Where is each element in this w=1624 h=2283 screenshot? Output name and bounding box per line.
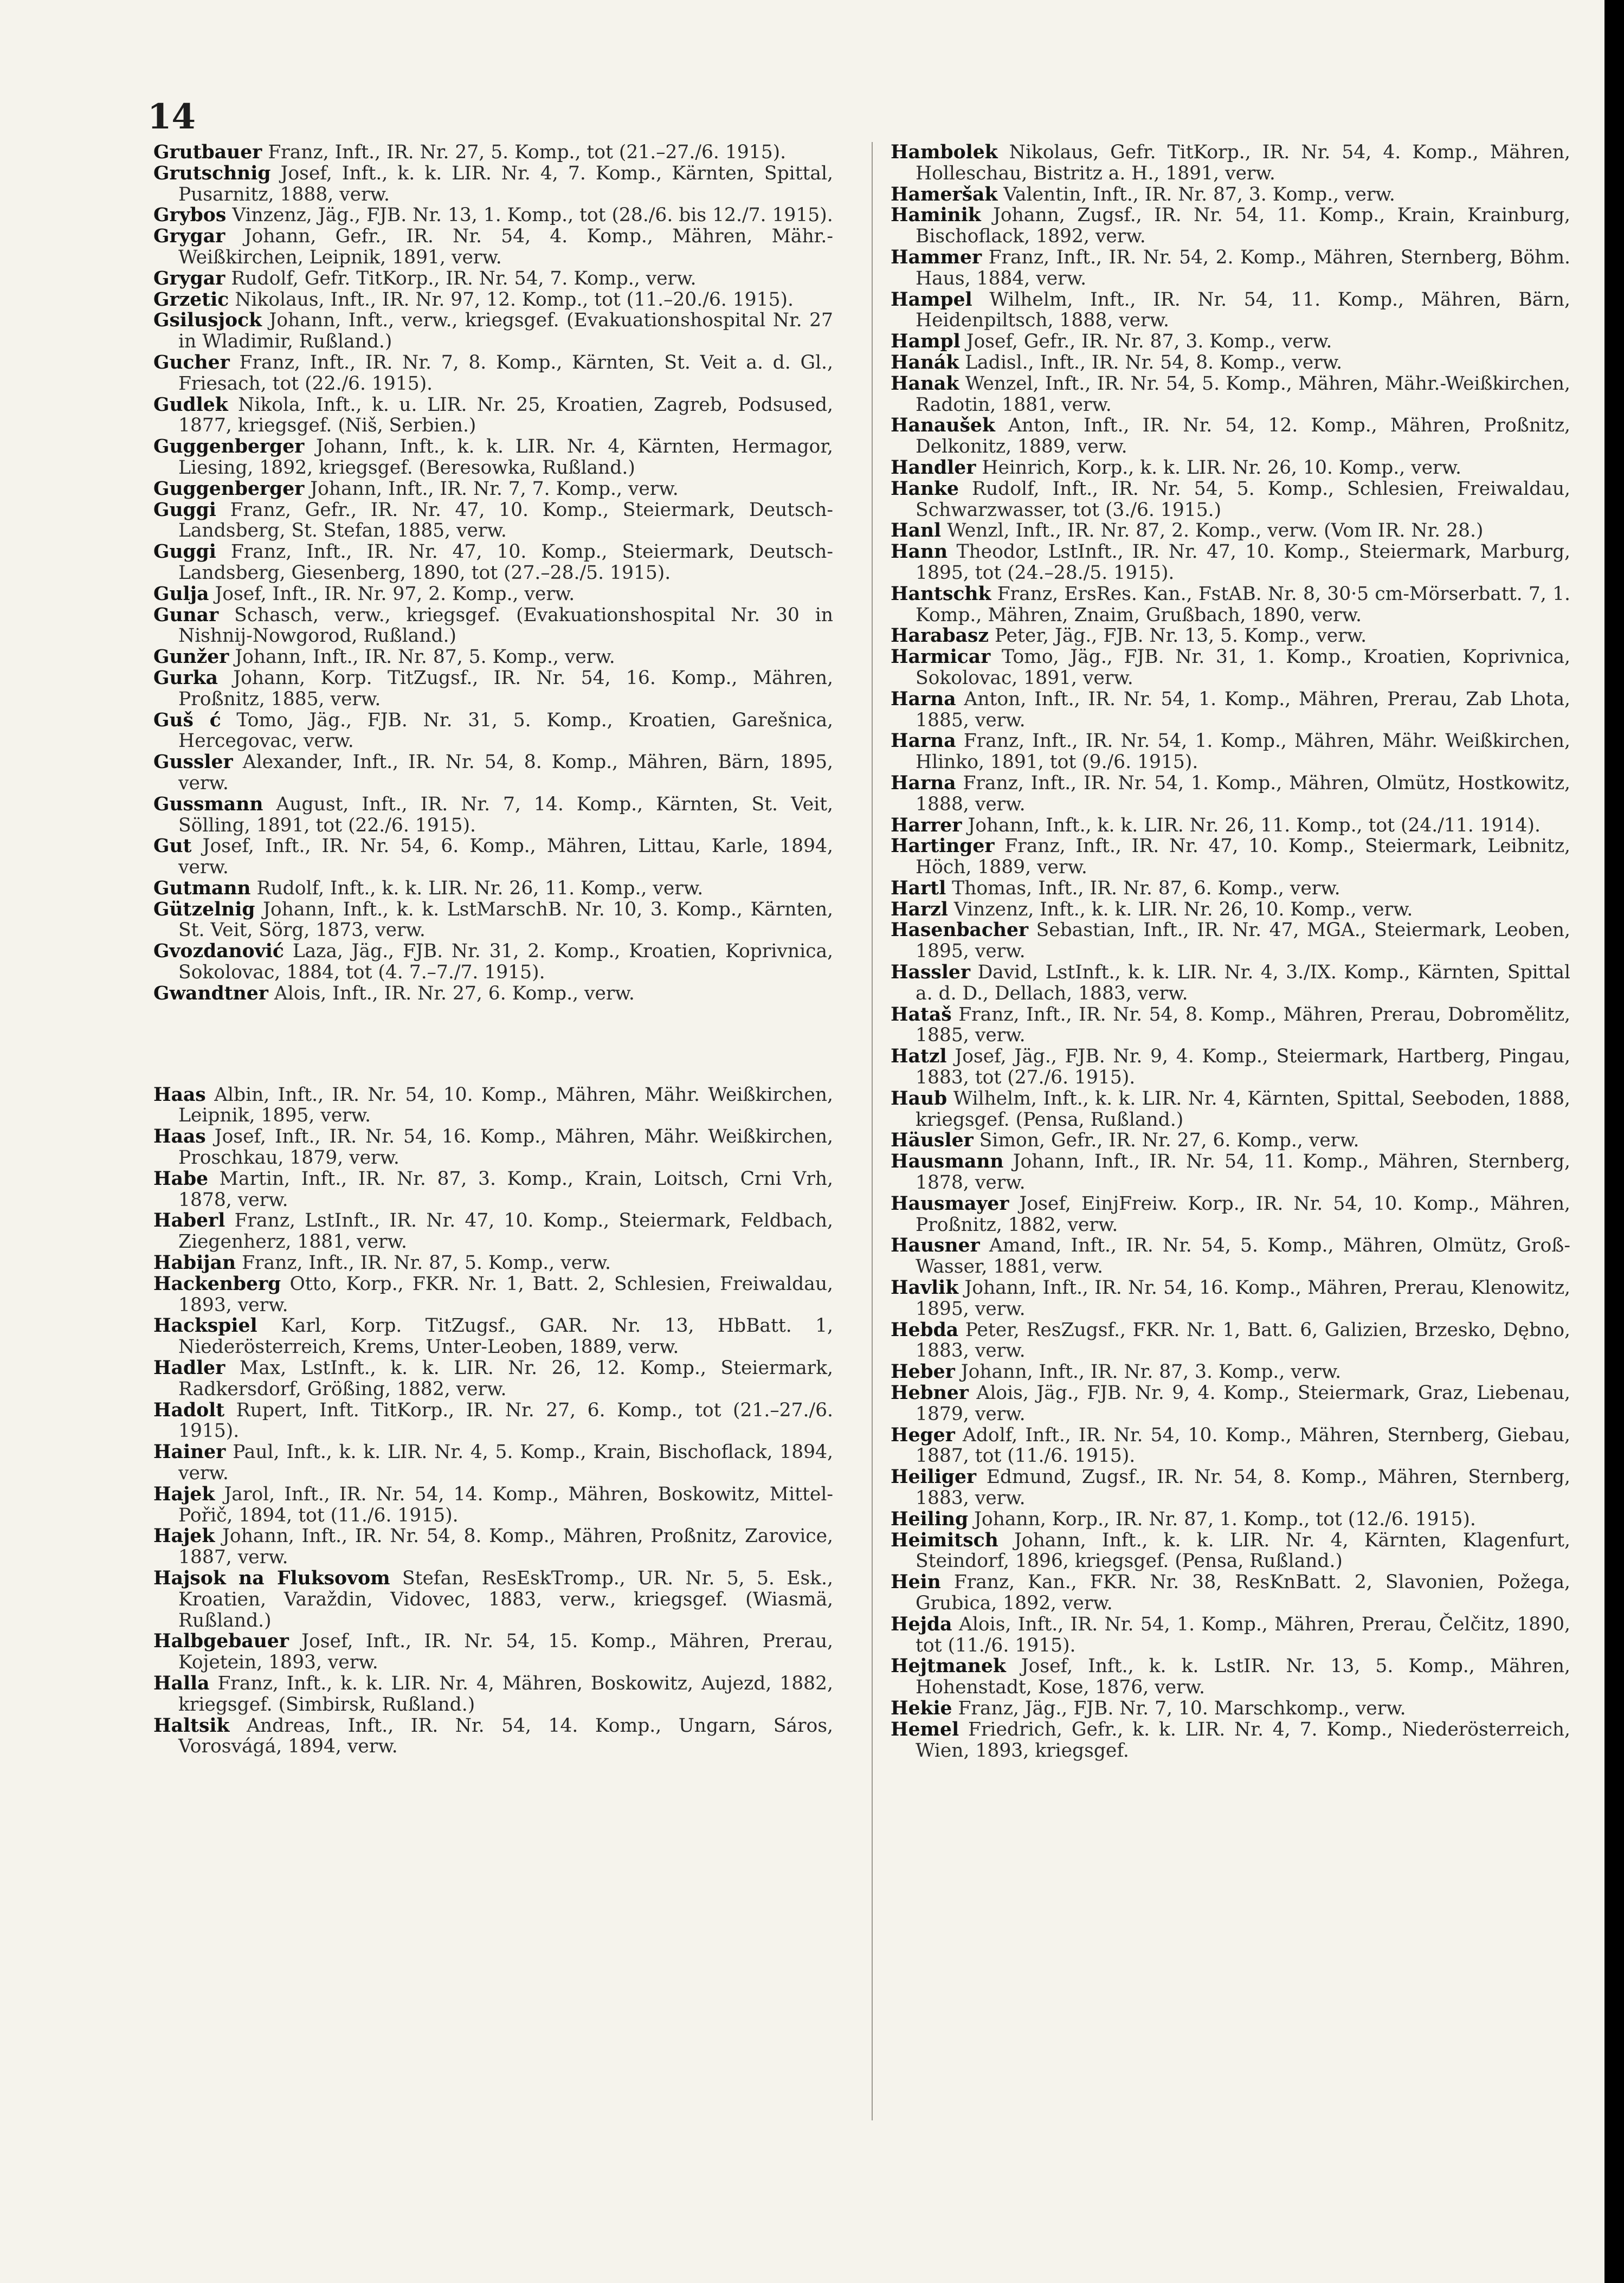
casualty-entry xyxy=(891,815,1570,836)
entry-surname: Gudlek xyxy=(153,394,228,416)
entry-details: Franz, Jäg., FJB. Nr. 7, 10. Marschkomp., verw. xyxy=(958,1697,1406,1719)
entry-surname: Gsilusjock xyxy=(153,309,262,332)
casualty-entry xyxy=(891,1383,1570,1425)
casualty-entry xyxy=(891,1362,1570,1383)
entry-surname: Guggenberger xyxy=(153,436,305,458)
casualty-entry xyxy=(891,836,1570,878)
casualty-entry xyxy=(891,1425,1570,1467)
entry-surname: Hajek xyxy=(153,1483,215,1505)
entry-surname: Habijan xyxy=(153,1252,236,1274)
entry-surname: Harna xyxy=(891,730,956,752)
casualty-entry xyxy=(153,541,833,584)
casualty-entry xyxy=(891,689,1570,731)
entry-details: Franz, ErsRes. Kan., FstAB. Nr. 8, 30·5 cm-Mörserbatt. 7, 1. Komp., Mähren, Znaim, Grußbach, 1890, verw. xyxy=(916,583,1571,626)
entry-details: Anton, Inft., IR. Nr. 54, 12. Komp., Mähren, Proßnitz, Delkonitz, 1889, verw. xyxy=(916,415,1570,458)
casualty-entry xyxy=(153,710,833,752)
entry-details: Alois, Jäg., FJB. Nr. 9, 4. Komp., Steiermark, Graz, Liebenau, 1879, verw. xyxy=(916,1382,1571,1425)
entry-details: Josef, EinjFreiw. Korp., IR. Nr. 54, 10. Komp., Mähren, Proßnitz, 1882, verw. xyxy=(916,1192,1571,1236)
entry-details: Alois, Inft., IR. Nr. 54, 1. Komp., Mähren, Prerau, Čelčitz, 1890, tot (11./6. 1915). xyxy=(916,1613,1571,1656)
entry-surname: Hainer xyxy=(153,1441,226,1463)
entry-surname: Hantschk xyxy=(891,583,991,605)
entry-details: Josef, Inft., IR. Nr. 54, 6. Komp., Mähren, Littau, Karle, 1894, verw. xyxy=(178,835,833,879)
entry-details: David, LstInft., k. k. LIR. Nr. 4, 3./IX. Komp., Kärnten, Spittal a. d. D., Dellach, 1883, verw. xyxy=(916,962,1570,1004)
casualty-entry xyxy=(891,878,1570,899)
casualty-entry xyxy=(891,1278,1570,1320)
casualty-entry xyxy=(153,1253,833,1274)
entry-surname: Hanaušek xyxy=(891,415,995,437)
casualty-entry xyxy=(153,836,833,878)
entry-details: Franz, Inft., IR. Nr. 47, 10. Komp., Steiermark, Deutsch-Landsberg, Giesenberg, 1890, tot (27.–28./5. 1915). xyxy=(178,541,833,584)
entry-details: Johann, Korp. TitZugsf., IR. Nr. 54, 16. Komp., Mähren, Proßnitz, 1885, verw. xyxy=(178,667,833,710)
casualty-entry xyxy=(891,1719,1570,1762)
entry-details: Alexander, Inft., IR. Nr. 54, 8. Komp., Mähren, Bärn, 1895, verw. xyxy=(178,751,833,794)
entry-details: Franz, Inft., k. k. LIR. Nr. 4, Mähren, Boskowitz, Aujezd, 1882, kriegsgef. (Simbirsk, Rußland.) xyxy=(178,1672,834,1716)
column-divider xyxy=(872,142,873,2120)
casualty-entry xyxy=(153,752,833,794)
entry-surname: Haub xyxy=(891,1087,948,1110)
entry-surname: Havlik xyxy=(891,1277,959,1299)
entry-details: Nikolaus, Gefr. TitKorp., IR. Nr. 54, 4. Komp., Mähren, Holleschau, Bistritz a. H., 1891, verw. xyxy=(916,141,1570,184)
casualty-entry xyxy=(891,1088,1570,1131)
entry-surname: Harna xyxy=(891,688,956,710)
entry-surname: Guggenberger xyxy=(153,478,305,500)
entry-details: Josef, Inft., k. k. LIR. Nr. 4, 7. Komp., Kärnten, Spittal, Pusarnitz, 1888, verw. xyxy=(178,162,833,205)
entry-surname: Hameršak xyxy=(891,183,998,205)
entry-details: Johann, Inft., verw., kriegsgef. (Evakuationshospital Nr. 27 in Wladimir, Rußland.) xyxy=(178,309,834,353)
casualty-entry xyxy=(891,1509,1570,1530)
entry-details: Rupert, Inft. TitKorp., IR. Nr. 27, 6. Komp., tot (21.–27./6. 1915). xyxy=(178,1399,833,1442)
entry-details: Andreas, Inft., IR. Nr. 54, 14. Komp., Ungarn, Sáros, Vorosvágá, 1894, verw. xyxy=(178,1714,833,1758)
casualty-entry xyxy=(153,1484,833,1526)
entry-surname: Gvozdanović xyxy=(153,940,284,963)
casualty-entry xyxy=(891,1614,1570,1656)
entry-surname: Harmicar xyxy=(891,646,991,668)
casualty-entry xyxy=(153,668,833,710)
entry-surname: Harabasz xyxy=(891,625,989,647)
casualty-entry xyxy=(153,289,833,311)
entry-surname: Hann xyxy=(891,541,948,563)
casualty-entry xyxy=(891,373,1570,416)
entry-surname: Hejtmanek xyxy=(891,1655,1006,1678)
entry-surname: Gussmann xyxy=(153,793,263,815)
entry-surname: Hatzl xyxy=(891,1046,947,1068)
casualty-entry xyxy=(891,584,1570,626)
casualty-entry xyxy=(153,1631,833,1673)
entry-details: Rudolf, Gefr. TitKorp., IR. Nr. 54, 7. Komp., verw. xyxy=(231,267,697,289)
casualty-entry xyxy=(153,878,833,899)
entry-surname: Hekie xyxy=(891,1697,952,1719)
entry-details: Franz, Inft., IR. Nr. 7, 8. Komp., Kärnten, St. Veit a. d. Gl., Friesach, tot (22./6. 1915). xyxy=(178,351,833,395)
entry-surname: Hejda xyxy=(891,1613,952,1635)
entry-details: Franz, Inft., IR. Nr. 87, 5. Komp., verw. xyxy=(242,1252,611,1274)
entry-surname: Hanák xyxy=(891,351,959,373)
casualty-entry xyxy=(153,941,833,983)
entry-details: Josef, Inft., k. k. LstIR. Nr. 13, 5. Komp., Mähren, Hohenstadt, Kose, 1876, verw. xyxy=(916,1655,1570,1699)
entry-surname: Habe xyxy=(153,1168,209,1190)
entry-surname: Heiling xyxy=(891,1508,969,1530)
casualty-entry xyxy=(891,541,1570,584)
casualty-entry xyxy=(891,1194,1570,1236)
entry-details: Rudolf, Inft., IR. Nr. 54, 5. Komp., Schlesien, Freiwaldau, Schwarzwasser, tot (3./6. 1915.) xyxy=(916,478,1571,521)
entry-surname: Gut xyxy=(153,835,192,857)
casualty-entry xyxy=(891,184,1570,205)
entry-surname: Gunar xyxy=(153,604,219,626)
casualty-entry xyxy=(153,1673,833,1716)
casualty-entry xyxy=(153,1169,833,1211)
casualty-entry xyxy=(153,479,833,500)
entry-details: Johann, Inft., IR. Nr. 87, 3. Komp., verw. xyxy=(961,1361,1342,1383)
casualty-entry xyxy=(891,1572,1570,1614)
entry-details: Alois, Inft., IR. Nr. 27, 6. Komp., verw. xyxy=(274,982,635,1004)
entry-details: Stefan, ResEskTromp., UR. Nr. 5, 5. Esk., Kroatien, Varaždin, Vidovec, 1883, verw., kriegsgef. (Wiasmä, Rußland.) xyxy=(178,1568,833,1631)
casualty-entry xyxy=(153,1210,833,1253)
entry-details: Franz, Gefr., IR. Nr. 47, 10. Komp., Steiermark, Deutsch-Landsberg, St. Stefan, 1885, verw. xyxy=(178,499,833,542)
casualty-entry xyxy=(891,920,1570,962)
entry-surname: Heimitsch xyxy=(891,1529,998,1551)
entry-surname: Hataš xyxy=(891,1003,952,1026)
entry-details: Johann, Inft., IR. Nr. 54, 8. Komp., Mähren, Proßnitz, Zarovice, 1887, verw. xyxy=(178,1525,833,1569)
entry-details: August, Inft., IR. Nr. 7, 14. Komp., Kärnten, St. Veit, Sölling, 1891, tot (22./6. 1915). xyxy=(178,793,833,836)
entry-details: Franz, Inft., IR. Nr. 47, 10. Komp., Steiermark, Leibnitz, Höch, 1889, verw. xyxy=(916,835,1570,879)
casualty-entry xyxy=(153,1085,833,1127)
entry-details: Johann, Inft., k. k. LstMarschB. Nr. 10, 3. Komp., Kärnten, St. Veit, Sörg, 1873, verw. xyxy=(178,898,834,941)
entry-details: Josef, Jäg., FJB. Nr. 9, 4. Komp., Steiermark, Hartberg, Pingau, 1883, tot (27./6. 1915). xyxy=(916,1046,1570,1089)
casualty-entry xyxy=(891,647,1570,689)
casualty-entry xyxy=(891,1320,1570,1362)
entry-details: Franz, Inft., IR. Nr. 54, 1. Komp., Mähren, Olmütz, Hostkowitz, 1888, verw. xyxy=(916,772,1570,815)
entry-surname: Grutbauer xyxy=(153,141,262,163)
entry-surname: Grygar xyxy=(153,225,225,248)
entry-surname: Haas xyxy=(153,1084,206,1106)
entry-surname: Guš ć xyxy=(153,709,221,731)
entry-details: Franz, LstInft., IR. Nr. 47, 10. Komp., Steiermark, Feldbach, Ziegenherz, 1881, verw. xyxy=(178,1210,833,1253)
casualty-entry xyxy=(153,310,833,352)
left-column xyxy=(153,142,833,1757)
entry-surname: Gucher xyxy=(153,351,230,373)
section-gap xyxy=(153,1004,833,1085)
casualty-entry xyxy=(153,1126,833,1169)
entry-surname: Heiliger xyxy=(891,1466,977,1488)
entry-details: Franz, Inft., IR. Nr. 54, 8. Komp., Mähren, Prerau, Dobromělitz, 1885, verw. xyxy=(916,1003,1570,1047)
entry-surname: Heger xyxy=(891,1424,955,1446)
entry-details: Rudolf, Inft., k. k. LIR. Nr. 26, 11. Komp., verw. xyxy=(256,877,704,899)
page-number: 14 xyxy=(147,96,196,137)
casualty-entry xyxy=(891,415,1570,457)
entry-details: Ladisl., Inft., IR. Nr. 54, 8. Komp., verw. xyxy=(965,351,1343,373)
entry-details: Vinzenz, Jäg., FJB. Nr. 13, 1. Komp., tot (28./6. bis 12./7. 1915). xyxy=(232,204,833,227)
entry-surname: Gunžer xyxy=(153,646,229,668)
entry-surname: Harzl xyxy=(891,898,948,920)
entry-surname: Heber xyxy=(891,1361,955,1383)
entry-surname: Haltsik xyxy=(153,1714,230,1737)
entry-details: Wenzl, Inft., IR. Nr. 87, 2. Komp., verw. (Vom IR. Nr. 28.) xyxy=(947,520,1484,542)
entry-details: Johann, Zugsf., IR. Nr. 54, 11. Komp., Krain, Krainburg, Bischoflack, 1892, verw. xyxy=(916,204,1571,248)
entry-surname: Haas xyxy=(153,1126,206,1148)
casualty-entry xyxy=(153,983,833,1004)
casualty-entry xyxy=(153,605,833,647)
entry-details: Josef, Gefr., IR. Nr. 87, 3. Komp., verw. xyxy=(966,331,1332,353)
casualty-entry xyxy=(153,1358,833,1400)
entry-details: Laza, Jäg., FJB. Nr. 31, 2. Komp., Kroatien, Koprivnica, Sokolovac, 1884, tot (4. 7.–7./7. 1915). xyxy=(178,940,833,984)
casualty-entry xyxy=(891,773,1570,815)
entry-surname: Guggi xyxy=(153,541,216,563)
entry-surname: Gwandtner xyxy=(153,982,268,1004)
entry-details: Tomo, Jäg., FJB. Nr. 31, 5. Komp., Kroatien, Garešnica, Hercegovac, verw. xyxy=(178,709,833,752)
entry-surname: Hartl xyxy=(891,877,946,899)
entry-details: Wilhelm, Inft., k. k. LIR. Nr. 4, Kärnten, Spittal, Seeboden, 1888, kriegsgef. (Pensa, Rußland.) xyxy=(916,1087,1570,1131)
entry-details: Nikola, Inft., k. u. LIR. Nr. 25, Kroatien, Zagreb, Podsused, 1877, kriegsgef. (Niš, Serbien.) xyxy=(178,394,833,437)
entry-surname: Hadler xyxy=(153,1357,225,1379)
entry-details: Josef, Inft., IR. Nr. 54, 16. Komp., Mähren, Mähr. Weißkirchen, Proschkau, 1879, verw. xyxy=(178,1126,834,1169)
entry-details: Jarol, Inft., IR. Nr. 54, 14. Komp., Mähren, Boskowitz, Mittel-Pořič, 1894, tot (11./6. 1915). xyxy=(178,1483,834,1526)
entry-surname: Hausmayer xyxy=(891,1192,1009,1215)
casualty-entry xyxy=(891,1004,1570,1047)
entry-surname: Hasenbacher xyxy=(891,919,1029,941)
casualty-entry xyxy=(153,584,833,605)
entry-surname: Guggi xyxy=(153,499,216,521)
casualty-entry xyxy=(153,436,833,479)
entry-details: Theodor, LstInft., IR. Nr. 47, 10. Komp., Steiermark, Marburg, 1895, tot (24.–28./5. 1915). xyxy=(916,541,1570,584)
casualty-entry xyxy=(153,268,833,289)
entry-surname: Hanak xyxy=(891,372,959,395)
casualty-entry xyxy=(891,520,1570,541)
entry-surname: Grybos xyxy=(153,204,227,227)
entry-surname: Halbgebauer xyxy=(153,1630,289,1653)
entry-surname: Hampl xyxy=(891,331,961,353)
entry-surname: Hartinger xyxy=(891,835,995,857)
entry-surname: Handler xyxy=(891,456,976,479)
casualty-entry xyxy=(153,142,833,163)
casualty-entry xyxy=(891,289,1570,332)
entry-details: Johann, Korp., IR. Nr. 87, 1. Komp., tot (12./6. 1915). xyxy=(974,1508,1476,1530)
casualty-entry xyxy=(153,163,833,205)
casualty-entry xyxy=(891,1698,1570,1719)
casualty-entry xyxy=(891,625,1570,647)
casualty-entry xyxy=(891,1046,1570,1088)
entry-details: Franz, Kan., FKR. Nr. 38, ResKnBatt. 2, Slavonien, Požega, Grubica, 1892, verw. xyxy=(916,1571,1570,1614)
entry-surname: Hemel xyxy=(891,1718,959,1740)
casualty-entry xyxy=(153,794,833,836)
casualty-entry xyxy=(891,331,1570,352)
casualty-entry xyxy=(153,1716,833,1758)
entry-details: Thomas, Inft., IR. Nr. 87, 6. Komp., verw. xyxy=(952,877,1341,899)
entry-details: Johann, Inft., k. k. LIR. Nr. 4, Kärnten, Hermagor, Liesing, 1892, kriegsgef. (Beresowka, Rußland.) xyxy=(178,436,833,479)
entry-surname: Gurka xyxy=(153,667,218,689)
entry-details: Johann, Gefr., IR. Nr. 54, 4. Komp., Mähren, Mähr.-Weißkirchen, Leipnik, 1891, verw. xyxy=(178,225,834,268)
casualty-entry xyxy=(153,1526,833,1568)
entry-details: Josef, Inft., IR. Nr. 54, 15. Komp., Mähren, Prerau, Kojetein, 1893, verw. xyxy=(178,1630,834,1674)
casualty-entry xyxy=(891,1467,1570,1509)
entry-surname: Hassler xyxy=(891,962,971,984)
right-column xyxy=(891,142,1570,1761)
entry-surname: Hackspiel xyxy=(153,1315,257,1337)
entry-details: Josef, Inft., IR. Nr. 97, 2. Komp., verw. xyxy=(215,583,575,605)
entry-details: Franz, Inft., IR. Nr. 54, 1. Komp., Mähren, Mähr. Weißkirchen, Hlinko, 1891, tot (9./6. 1915). xyxy=(916,730,1570,773)
casualty-entry xyxy=(891,479,1570,521)
entry-details: Johann, Inft., k. k. LIR. Nr. 4, Kärnten, Klagenfurt, Steindorf, 1896, kriegsgef. (Pensa, Rußland.) xyxy=(916,1529,1571,1572)
entry-surname: Hausmann xyxy=(891,1151,1004,1173)
casualty-entry xyxy=(153,899,833,941)
entry-surname: Hanke xyxy=(891,478,959,500)
casualty-entry xyxy=(153,205,833,226)
entry-surname: Grygar xyxy=(153,267,225,289)
casualty-entry xyxy=(891,1235,1570,1278)
entry-surname: Gutmann xyxy=(153,877,251,899)
entry-details: Franz, Inft., IR. Nr. 54, 2. Komp., Mähren, Sternberg, Böhm. Haus, 1884, verw. xyxy=(916,246,1570,289)
casualty-entry xyxy=(891,205,1570,247)
entry-surname: Hebner xyxy=(891,1382,969,1404)
entry-details: Wenzel, Inft., IR. Nr. 54, 5. Komp., Mähren, Mähr.-Weißkirchen, Radotin, 1881, verw. xyxy=(916,372,1570,416)
entry-surname: Gützelnig xyxy=(153,898,255,920)
casualty-entry xyxy=(891,1530,1570,1572)
entry-details: Vinzenz, Inft., k. k. LIR. Nr. 26, 10. Komp., verw. xyxy=(953,898,1413,920)
casualty-entry xyxy=(153,1315,833,1358)
entry-details: Johann, Inft., IR. Nr. 54, 11. Komp., Mähren, Sternberg, 1878, verw. xyxy=(916,1151,1570,1194)
entry-details: Simon, Gefr., IR. Nr. 27, 6. Komp., verw. xyxy=(979,1130,1359,1152)
casualty-entry xyxy=(891,1130,1570,1151)
entry-details: Nikolaus, Inft., IR. Nr. 97, 12. Komp., tot (11.–20./6. 1915). xyxy=(235,288,794,311)
entry-surname: Hadolt xyxy=(153,1399,225,1421)
entry-surname: Hampel xyxy=(891,288,972,311)
casualty-entry xyxy=(891,1151,1570,1194)
entry-surname: Harrer xyxy=(891,814,962,836)
entry-details: Johann, Inft., k. k. LIR. Nr. 26, 11. Komp., tot (24./11. 1914). xyxy=(968,814,1541,836)
entry-surname: Hambolek xyxy=(891,141,998,163)
entry-surname: Haminik xyxy=(891,204,981,227)
casualty-entry xyxy=(891,731,1570,773)
casualty-entry xyxy=(891,142,1570,184)
entry-surname: Haberl xyxy=(153,1210,225,1232)
casualty-entry xyxy=(153,1568,833,1631)
entry-details: Amand, Inft., IR. Nr. 54, 5. Komp., Mähren, Olmütz, Groß-Wasser, 1881, verw. xyxy=(916,1235,1571,1278)
entry-surname: Häusler xyxy=(891,1130,974,1152)
entry-surname: Hebda xyxy=(891,1319,959,1341)
casualty-entry xyxy=(891,899,1570,920)
entry-details: Johann, Inft., IR. Nr. 87, 5. Komp., verw. xyxy=(235,646,615,668)
entry-surname: Hackenberg xyxy=(153,1273,281,1295)
entry-details: Edmund, Zugsf., IR. Nr. 54, 8. Komp., Mähren, Sternberg, 1883, verw. xyxy=(916,1466,1571,1509)
casualty-entry xyxy=(891,962,1570,1004)
entry-details: Johann, Inft., IR. Nr. 7, 7. Komp., verw. xyxy=(310,478,679,500)
entry-details: Peter, ResZugsf., FKR. Nr. 1, Batt. 6, Galizien, Brzesko, Dębno, 1883, verw. xyxy=(916,1319,1570,1362)
entry-details: Tomo, Jäg., FJB. Nr. 31, 1. Komp., Kroatien, Koprivnica, Sokolovac, 1891, verw. xyxy=(916,646,1570,689)
casualty-entry xyxy=(153,500,833,542)
casualty-entry xyxy=(153,1274,833,1316)
entry-surname: Hammer xyxy=(891,246,982,268)
entry-surname: Hajsok na Fluksovom xyxy=(153,1568,390,1589)
entry-details: Valentin, Inft., IR. Nr. 87, 3. Komp., verw. xyxy=(1003,183,1395,205)
entry-details: Wilhelm, Inft., IR. Nr. 54, 11. Komp., Mähren, Bärn, Heidenpiltsch, 1888, verw. xyxy=(916,288,1570,332)
casualty-entry xyxy=(153,647,833,668)
entry-details: Franz, Inft., IR. Nr. 27, 5. Komp., tot (21.–27./6. 1915). xyxy=(268,141,787,163)
entry-details: Sebastian, Inft., IR. Nr. 47, MGA., Steiermark, Leoben, 1895, verw. xyxy=(916,919,1570,963)
entry-surname: Hausner xyxy=(891,1235,980,1257)
casualty-entry xyxy=(891,352,1570,373)
entry-details: Adolf, Inft., IR. Nr. 54, 10. Komp., Mähren, Sternberg, Giebau, 1887, tot (11./6. 1915). xyxy=(916,1424,1570,1467)
casualty-entry xyxy=(891,1656,1570,1698)
casualty-entry xyxy=(153,1442,833,1484)
entry-surname: Halla xyxy=(153,1672,210,1694)
entry-surname: Hanl xyxy=(891,520,942,542)
entry-surname: Grzetic xyxy=(153,288,229,311)
entry-details: Otto, Korp., FKR. Nr. 1, Batt. 2, Schlesien, Freiwaldau, 1893, verw. xyxy=(178,1273,834,1316)
entry-surname: Grutschnig xyxy=(153,162,271,184)
entry-details: Max, LstInft., k. k. LIR. Nr. 26, 12. Komp., Steiermark, Radkersdorf, Größing, 1882, verw. xyxy=(178,1357,833,1400)
casualty-entry xyxy=(153,395,833,437)
entry-surname: Harna xyxy=(891,772,956,794)
casualty-entry xyxy=(153,1400,833,1442)
entry-surname: Gulja xyxy=(153,583,209,605)
entry-details: Peter, Jäg., FJB. Nr. 13, 5. Komp., verw. xyxy=(994,625,1367,647)
entry-details: Schasch, verw., kriegsgef. (Evakuationshospital Nr. 30 in Nishnij-Nowgorod, Rußland.) xyxy=(178,604,834,647)
entry-surname: Gussler xyxy=(153,751,233,773)
entry-details: Heinrich, Korp., k. k. LIR. Nr. 26, 10. Komp., verw. xyxy=(982,456,1461,479)
entry-details: Albin, Inft., IR. Nr. 54, 10. Komp., Mähren, Mähr. Weißkirchen, Leipnik, 1895, verw. xyxy=(178,1084,833,1127)
casualty-entry xyxy=(891,457,1570,479)
casualty-entry xyxy=(153,352,833,395)
entry-surname: Hein xyxy=(891,1571,941,1594)
casualty-entry xyxy=(891,247,1570,289)
entry-surname: Hajek xyxy=(153,1525,215,1547)
entry-details: Martin, Inft., IR. Nr. 87, 3. Komp., Krain, Loitsch, Crni Vrh, 1878, verw. xyxy=(178,1168,833,1211)
entry-details: Anton, Inft., IR. Nr. 54, 1. Komp., Mähren, Prerau, Zab Lhota, 1885, verw. xyxy=(916,688,1570,731)
entry-details: Karl, Korp. TitZugsf., GAR. Nr. 13, HbBatt. 1, Niederösterreich, Krems, Unter-Leoben, 1889, verw. xyxy=(178,1315,834,1358)
casualty-entry xyxy=(153,226,833,268)
entry-details: Johann, Inft., IR. Nr. 54, 16. Komp., Mähren, Prerau, Klenowitz, 1895, verw. xyxy=(916,1277,1570,1320)
entry-details: Friedrich, Gefr., k. k. LIR. Nr. 4, 7. Komp., Niederösterreich, Wien, 1893, kriegsgef. xyxy=(916,1718,1570,1762)
entry-details: Paul, Inft., k. k. LIR. Nr. 4, 5. Komp., Krain, Bischoflack, 1894, verw. xyxy=(178,1441,834,1485)
